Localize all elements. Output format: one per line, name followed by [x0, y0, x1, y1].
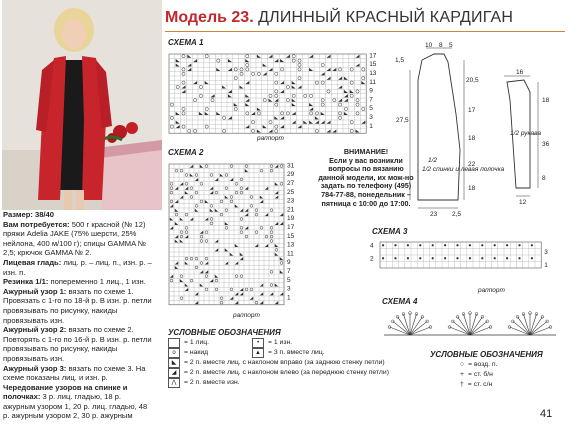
notice-body: Если у вас возникли вопросы по вязанию данной модели, их мож-но задать по телефону (495) 784-77-88, понедельник – пятница с 10:00 до 17:00.	[318, 155, 414, 208]
legend-crochet-title: УСЛОВНЫЕ ОБОЗНАЧЕНИЯ	[430, 350, 543, 359]
scheme2-label: СХЕМА 2	[168, 148, 204, 157]
legend-text-p2tog: = 2 п. вместе изн.	[184, 379, 240, 386]
row-number: 21	[287, 206, 295, 214]
p6-head: Чередование узоров на спинке и полочках:	[3, 382, 128, 402]
row-number: 27	[287, 180, 295, 187]
scheme3-chart	[368, 238, 568, 296]
back-label-line1: 1/2	[428, 157, 438, 164]
legend-text-knit: = 1 лиц.	[184, 339, 210, 346]
back-dim-top-0: 10	[425, 42, 433, 49]
p6-text: 3 р. лиц. гладью, 18 р. ажурным узором 1, 20 р. лиц. гладью, 48 р. ажурным узором 2, 30 р. ажурным	[3, 392, 148, 421]
notice-title: ВНИМАНИЕ!	[343, 147, 389, 156]
title-model: Модель 23.	[165, 9, 254, 26]
row-number: 15	[287, 232, 295, 240]
scheme2-rapport: раппорт	[233, 312, 260, 319]
scheme2-chart	[165, 160, 325, 320]
instructions-text	[3, 210, 155, 421]
row-number: 3	[369, 114, 373, 121]
page-number: 41	[540, 408, 553, 420]
legend-knit	[168, 328, 428, 388]
row-number: 7	[287, 268, 291, 275]
back-dim-right-3: 22	[468, 161, 476, 168]
legend-sym-sc: +	[460, 371, 464, 378]
legend-text-dc: = ст. с/н	[467, 381, 493, 388]
row-number: 7	[369, 96, 373, 104]
row-number: 23	[287, 197, 295, 205]
row-number: 4	[370, 242, 374, 250]
back-dim-right-0: 20,5	[466, 77, 479, 84]
sleeve-dim-bottom: 12	[519, 199, 527, 206]
row-number: 17	[287, 224, 295, 231]
scheme3-label: СХЕМА 3	[372, 227, 408, 236]
p4-head: Ажурный узор 2:	[3, 325, 67, 335]
legend-sym-knit	[168, 338, 180, 348]
p1-head: Лицевая гладь:	[3, 257, 62, 267]
row-number: 9	[287, 259, 291, 267]
legend-sym-yo: o	[168, 348, 180, 358]
back-dim-right-4: 18	[468, 185, 476, 192]
p1-text: лиц. р. – лиц. п., изн. р. – изн. п.	[3, 257, 152, 277]
p4-text: вязать по схеме 2. Повторять с 1-го по 16-й р. В изн. р. петли провязывать по рисунку, накиды провязывать изн.	[3, 325, 152, 363]
legend-text-yo: = накид	[184, 349, 209, 356]
back-dim-top-2: 5	[449, 42, 453, 49]
back-dim-right-1: 17	[468, 107, 476, 114]
back-dim-bottom-1: 2,5	[452, 211, 462, 218]
legend-text-purl: = 1 изн.	[268, 339, 293, 346]
row-number: 1	[544, 262, 548, 269]
row-number: 13	[287, 241, 295, 249]
legend-crochet	[430, 350, 565, 390]
row-number: 31	[287, 162, 295, 170]
needs-text: 500 г красной (№ 12) пряжи Adelia JAKE (75% шерсти, 25% нейлона, 400 м/100 г); спицы GAMMA № 2,5; крючок GAMMA № 2.	[3, 219, 147, 258]
legend-text-ch: = возд. п.	[468, 361, 498, 368]
p5-text: вязать по схеме 3. На схеме показаны лиц. и изн. р.	[3, 363, 146, 383]
p2-text: попеременно 1 лиц., 1 изн.	[50, 277, 146, 287]
model-photo	[2, 0, 162, 210]
sleeve-dim-top: 16	[516, 69, 524, 76]
row-number: 15	[369, 61, 377, 69]
back-dim-left-0: 1,5	[395, 57, 405, 64]
sleeve-dim-right-2: 8	[542, 175, 546, 182]
legend-text-k2tog-r: = 2 п. вместе лиц. с наклоном вправо (за заднюю стенку петли)	[184, 359, 385, 366]
row-number: 13	[369, 70, 377, 77]
row-number: 5	[287, 276, 291, 284]
sleeve-dim-right-0: 18	[542, 97, 550, 104]
row-number: 1	[369, 122, 373, 130]
legend-sym-purl: •	[252, 338, 264, 348]
back-dim-left-1: 27,5	[396, 117, 409, 124]
row-number: 29	[287, 171, 295, 179]
p3-text: вязать по схеме 1. Провязать с 1-го по 18-й р. В изн. р. петли провязывать по рисунку, накиды провязывать изн.	[3, 286, 152, 325]
back-dim-top-1: 8	[439, 42, 443, 49]
row-number: 3	[544, 249, 548, 256]
legend-sym-k3tog: ▲	[252, 348, 264, 358]
scheme3-rapport: раппорт	[478, 287, 505, 294]
scheme1-rapport: раппорт	[257, 135, 284, 142]
legend-sym-ch: ○	[460, 361, 465, 368]
row-number: 5	[369, 105, 373, 113]
back-dim-bottom-0: 23	[430, 211, 438, 218]
scheme4-label: СХЕМА 4	[382, 297, 418, 306]
row-number: 25	[287, 188, 295, 196]
p5-head: Ажурный узор 3:	[3, 363, 67, 373]
row-number: 2	[370, 255, 374, 263]
needs-head: Вам потребуется:	[3, 219, 70, 229]
row-number: 17	[369, 52, 377, 60]
legend-text-k3tog: = 3 п. вместе лиц.	[268, 349, 325, 356]
row-number: 1	[287, 294, 291, 302]
back-label: 1/2 спинки и левая полочка	[422, 166, 505, 173]
sleeve-dim-right-1: 36	[542, 141, 550, 148]
p2-head: Резинка 1/1:	[3, 277, 49, 287]
title-name: ДЛИННЫЙ КРАСНЫЙ КАРДИГАН	[258, 9, 514, 26]
legend-text-k2tog-l: = 2 п. вместе лиц. с наклоном влево (за переднюю стенку петли)	[184, 369, 389, 376]
sleeve-label: 1/2 рукава	[510, 130, 542, 137]
back-dim-right-2: 18	[468, 135, 476, 142]
size-text: Размер: 38/40	[3, 210, 54, 219]
model-photo-illustration	[2, 0, 162, 210]
p3-head: Ажурный узор 1:	[3, 286, 67, 296]
scheme1-label: СХЕМА 1	[168, 38, 204, 47]
page-title	[165, 9, 565, 32]
row-number: 9	[369, 87, 373, 95]
legend-text-sc: = ст. б/н	[467, 371, 493, 378]
legend-knit-title: УСЛОВНЫЕ ОБОЗНАЧЕНИЯ	[168, 328, 281, 337]
legend-sym-k2tog-r: ◣	[168, 358, 180, 368]
legend-sym-p2tog: ⋀	[168, 378, 180, 388]
row-number: 19	[287, 215, 295, 223]
row-number: 11	[369, 78, 376, 86]
row-number: 11	[287, 250, 294, 258]
row-number: 3	[287, 285, 291, 293]
scheme1-chart	[165, 50, 385, 142]
legend-sym-dc: †	[460, 381, 464, 388]
pattern-drawings	[392, 40, 567, 220]
back-piece-outline	[418, 54, 460, 200]
legend-sym-k2tog-l: ◢	[168, 368, 180, 378]
